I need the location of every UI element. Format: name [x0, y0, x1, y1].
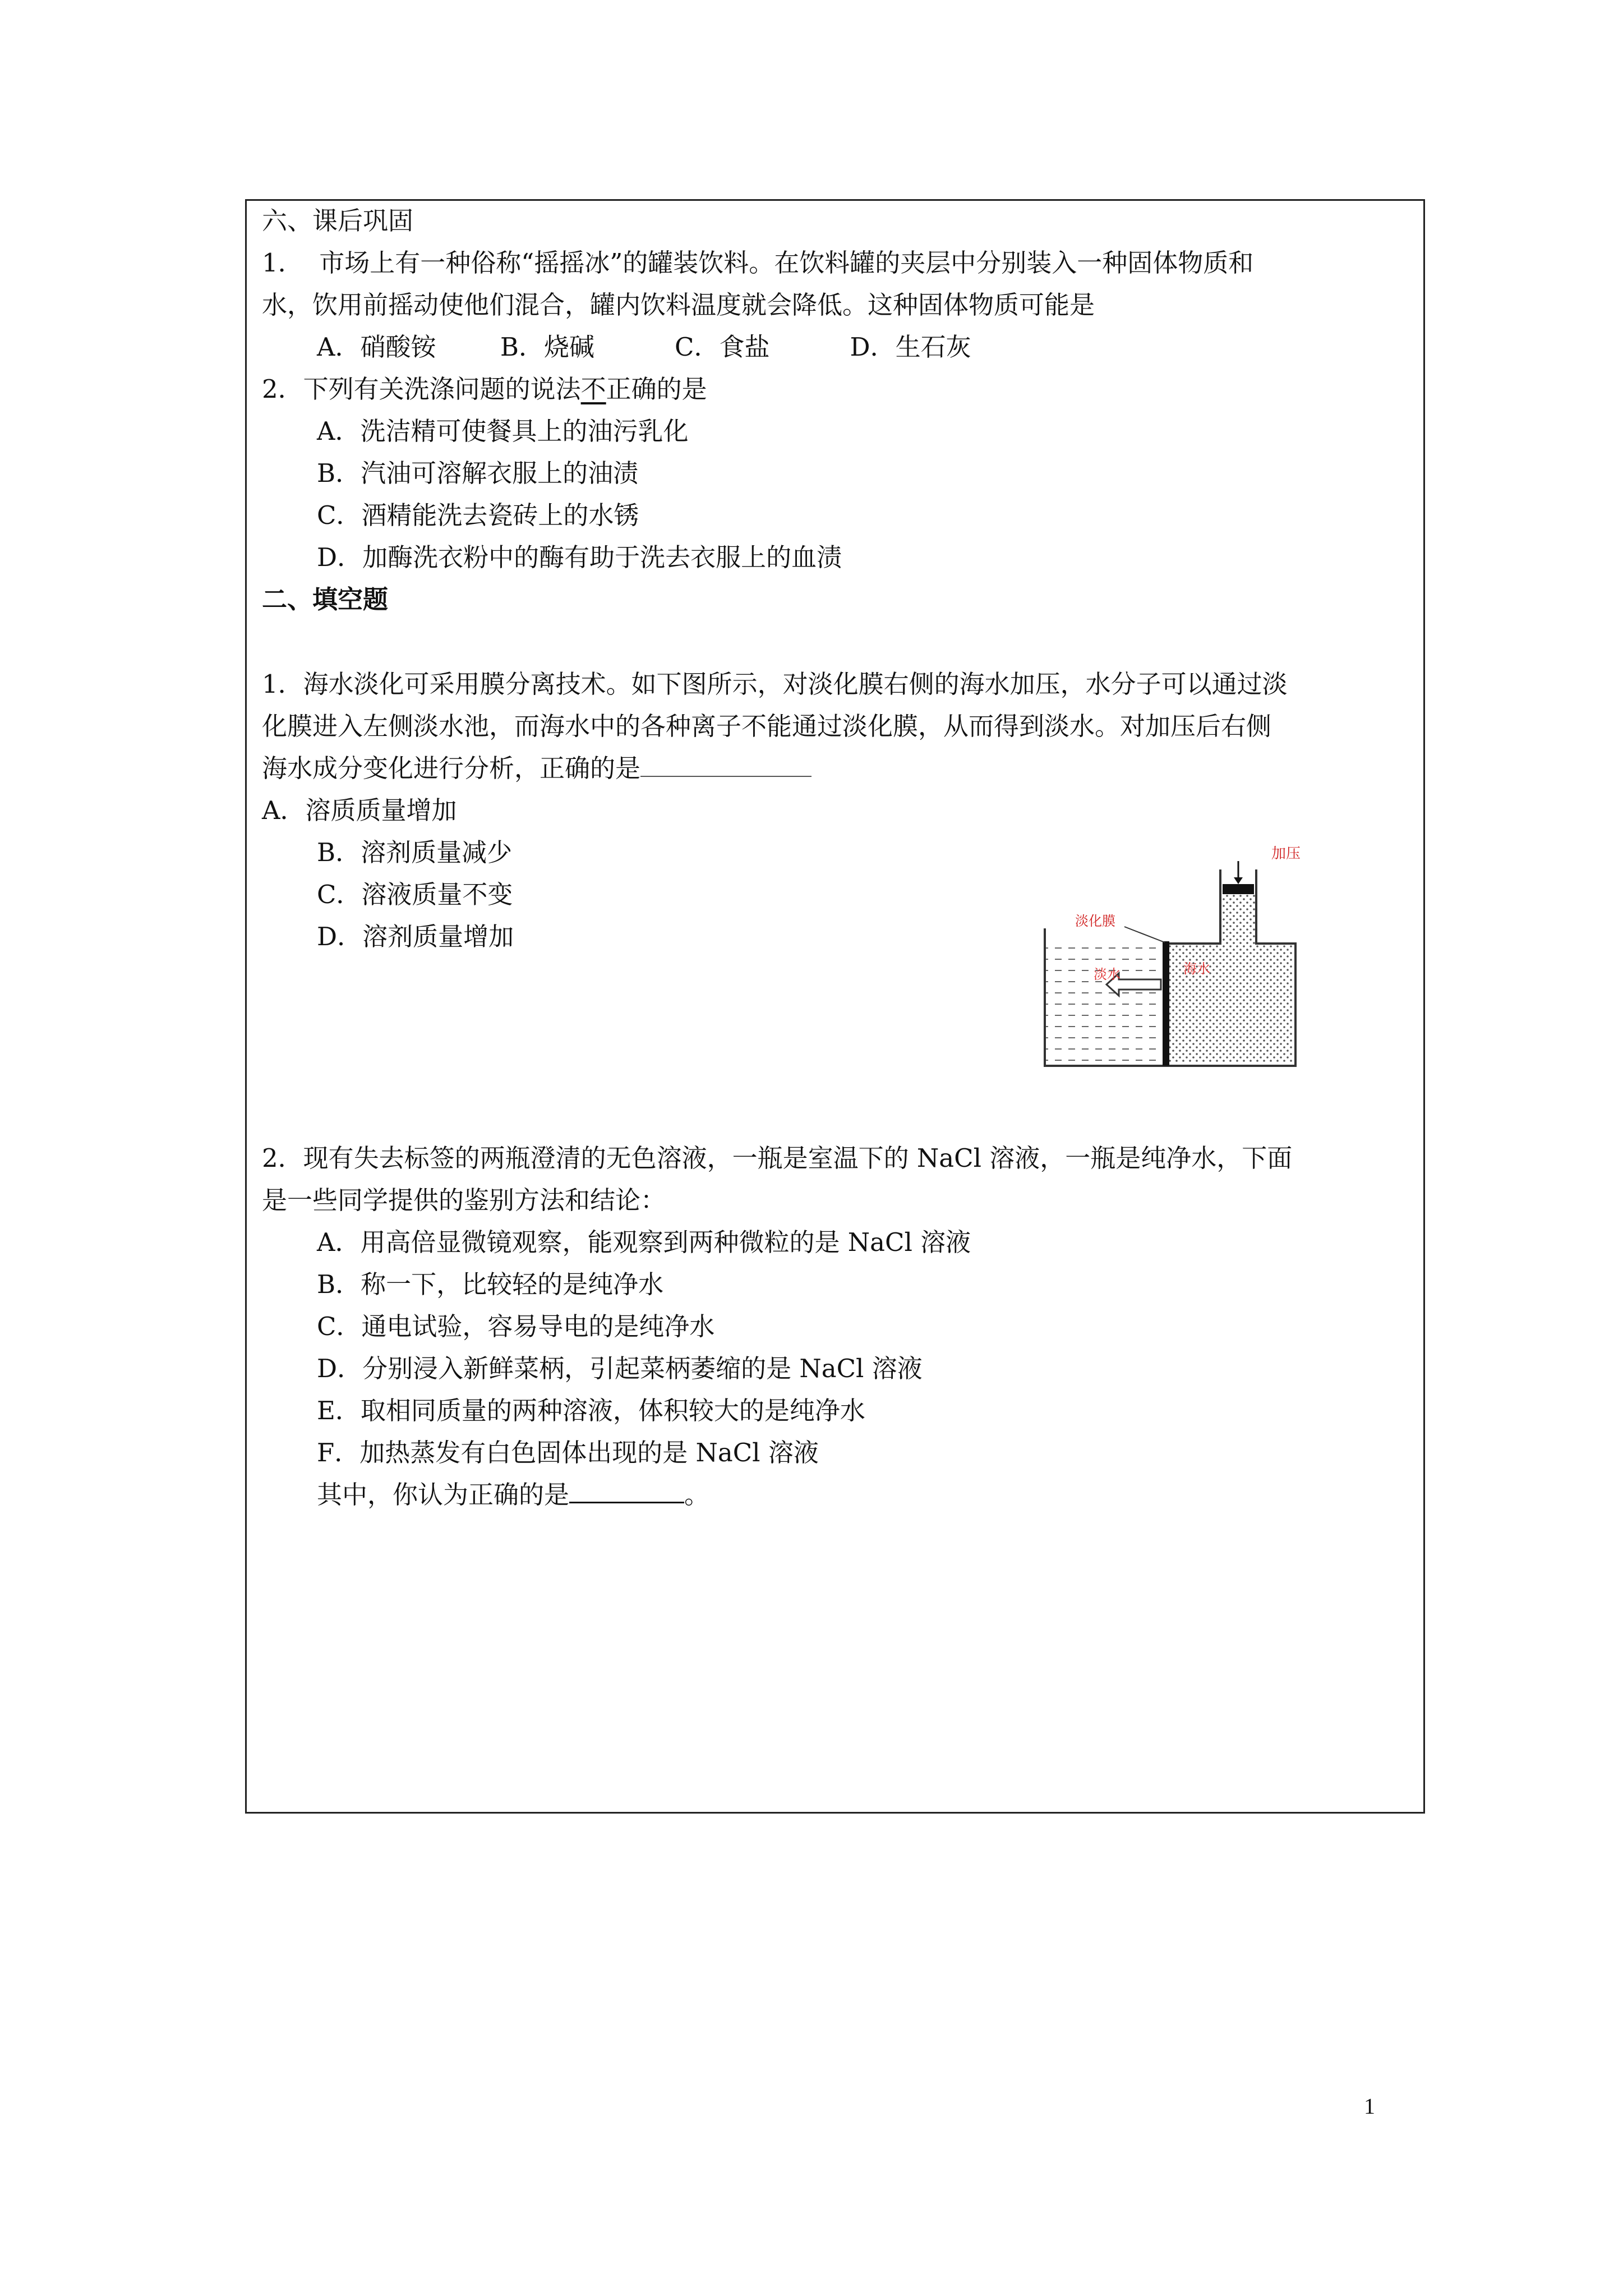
fill-q2-option-d: D．分别浸入新鲜菜柄，引起菜柄萎缩的是 NaCl 溶液 [317, 1354, 923, 1383]
q2-option-b: B．汽油可溶解衣服上的油渍 [317, 458, 639, 488]
q2-option-d: D．加酶洗衣粉中的酶有助于洗去衣服上的血渍 [317, 542, 842, 572]
fill-q2-option-c: C．通电试验，容易导电的是纯净水 [317, 1312, 715, 1341]
q2-option-a: A．洗洁精可使餐具上的油污乳化 [317, 416, 689, 446]
pressure-arrow-head [1234, 877, 1243, 884]
piston-column-water [1221, 893, 1255, 945]
membrane-leader-line [1124, 927, 1165, 942]
fill-q2-line1: 2．现有失去标签的两瓶澄清的无色溶液，一瓶是室温下的 NaCl 溶液，一瓶是纯净水，下面 [262, 1143, 1293, 1173]
desalination-figure [1040, 845, 1354, 1083]
q2-stem [262, 372, 707, 406]
fill-q2-option-a: A．用高倍显微镜观察，能观察到两种微粒的是 NaCl 溶液 [317, 1227, 971, 1257]
q1-stem-line1: 1． 市场上有一种俗称“摇摇冰”的罐装饮料。在饮料罐的夹层中分别装入一种固体物质和 [262, 248, 1254, 278]
fill-q2-conclusion [317, 1478, 709, 1512]
piston [1223, 884, 1254, 894]
label-pressure: 加压 [1271, 845, 1301, 862]
fill-q2-line2: 是一些同学提供的鉴别方法和结论： [262, 1185, 666, 1215]
fill-q2-option-b: B．称一下，比较轻的是纯净水 [317, 1269, 664, 1299]
fill-q1-answer-blank[interactable] [640, 752, 811, 777]
fill-q1-option-c: C．溶液质量不变 [317, 880, 513, 909]
fill-q2-option-e: E．取相同质量的两种溶液，体积较大的是纯净水 [317, 1396, 865, 1425]
fill-q2-conclusion-end: 。 [684, 1480, 710, 1510]
fill-q1-line3 [262, 752, 811, 785]
fill-q1-option-d: D．溶剂质量增加 [317, 922, 514, 951]
q2-stem-before: 2．下列有关洗涤问题的说法 [262, 374, 581, 404]
q1-stem-line2: 水，饮用前摇动使他们混合，罐内饮料温度就会降低。这种固体物质可能是 [262, 290, 1095, 320]
label-membrane: 淡化膜 [1075, 913, 1115, 929]
page-number: 1 [1364, 2093, 1375, 2119]
q1-options: A．硝酸铵 B．烧碱 C．食盐 D．生石灰 [317, 332, 971, 362]
section-heading-review: 六、课后巩固 [262, 206, 414, 236]
fill-q2-answer-blank[interactable] [569, 1478, 684, 1503]
fill-q2-conclusion-text: 其中，你认为正确的是 [317, 1480, 570, 1510]
label-sea-water: 海水 [1183, 961, 1210, 977]
fill-q1-line1: 1．海水淡化可采用膜分离技术。如下图所示，对淡化膜右侧的海水加压，水分子可以通过淡 [262, 669, 1288, 699]
q2-stem-emphasis: 不 [580, 374, 606, 404]
q2-stem-after: 正确的是 [606, 374, 707, 404]
fill-q1-line3-text: 海水成分变化进行分析，正确的是 [262, 753, 641, 783]
fill-q1-option-b: B．溶剂质量减少 [317, 838, 513, 867]
fill-q1-line2: 化膜进入左侧淡水池，而海水中的各种离子不能通过淡化膜，从而得到淡水。对加压后右侧 [262, 711, 1272, 741]
membrane-bar [1163, 941, 1169, 1066]
section-heading-fill: 二、填空题 [262, 585, 389, 614]
label-fresh-water: 淡水 [1094, 967, 1121, 982]
container-inner-wall [1168, 869, 1220, 944]
q2-option-c: C．酒精能洗去瓷砖上的水锈 [317, 500, 639, 530]
fill-q2-option-f: F．加热蒸发有白色固体出现的是 NaCl 溶液 [317, 1438, 819, 1467]
fill-q1-option-a: A．溶质质量增加 [262, 795, 457, 825]
fresh-water-region [1046, 944, 1164, 1063]
